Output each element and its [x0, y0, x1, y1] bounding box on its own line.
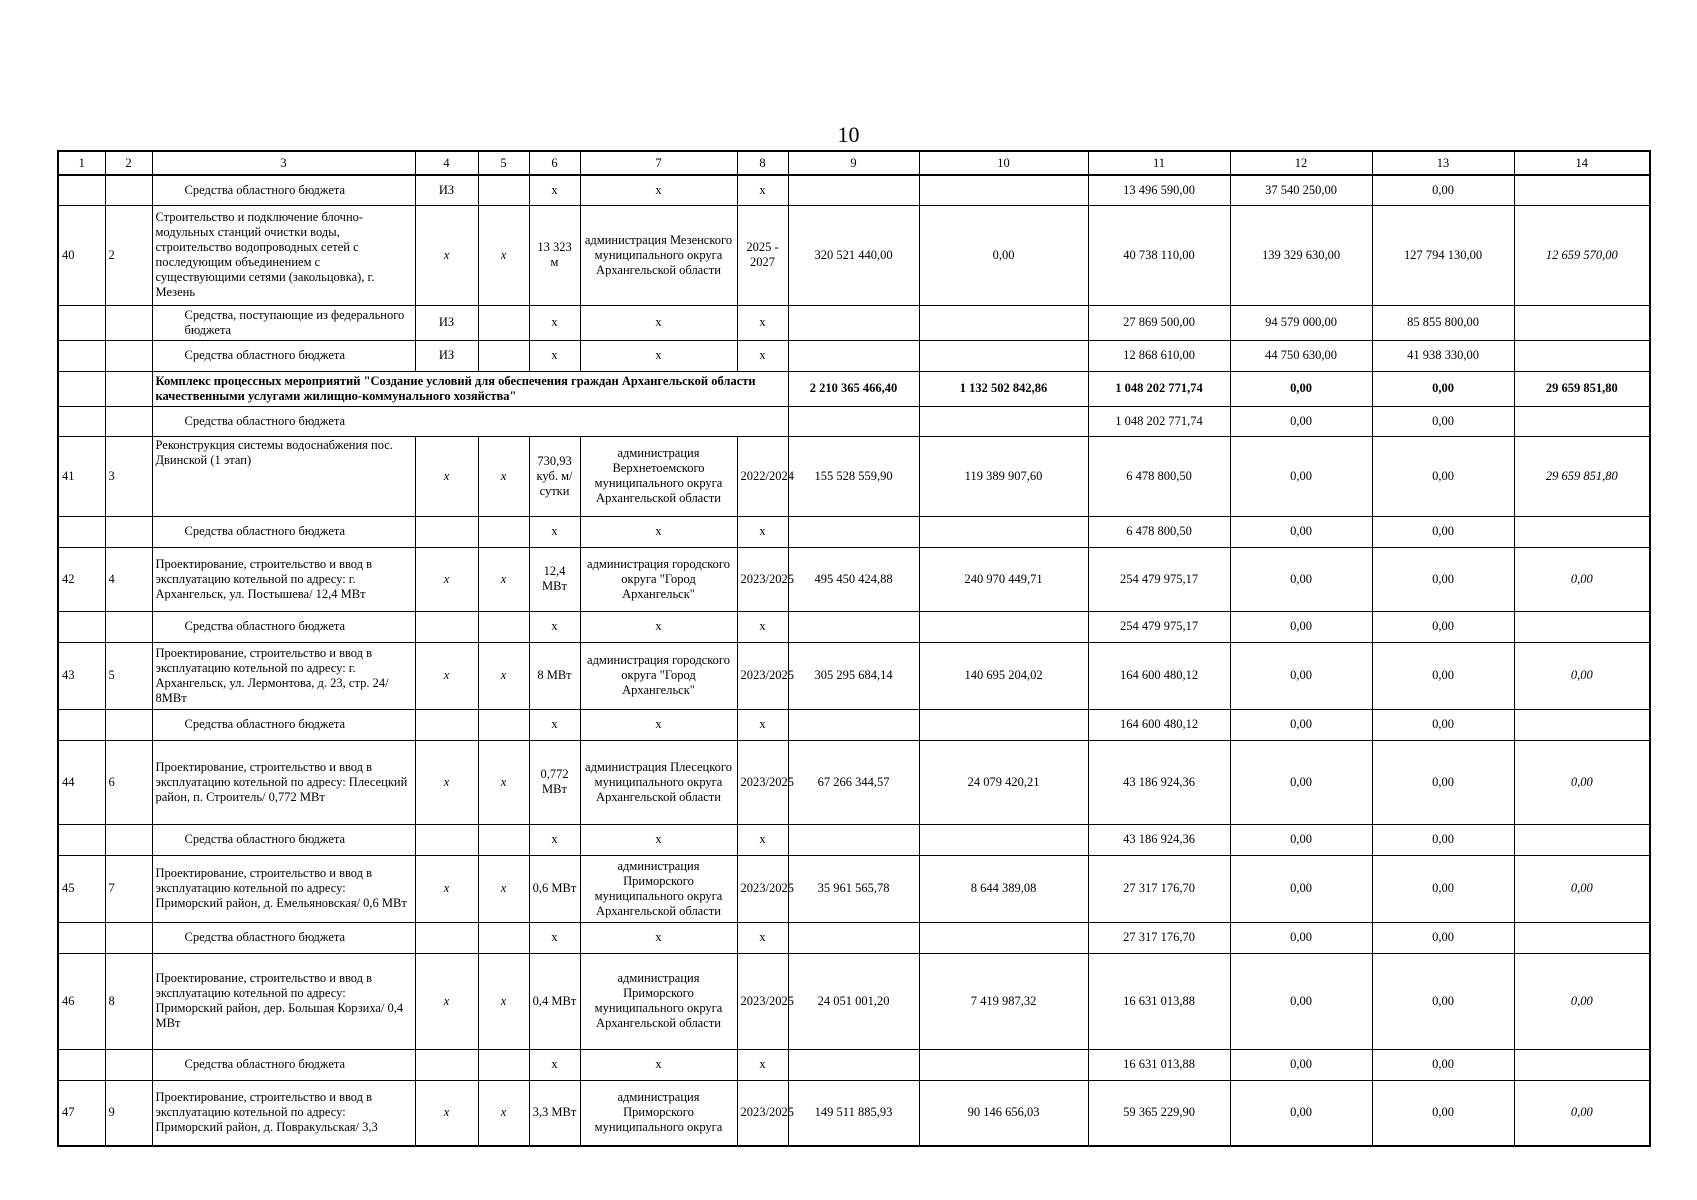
cell: 0,00 [1372, 922, 1514, 953]
cell [788, 824, 919, 855]
cell: 59 365 229,90 [1088, 1080, 1230, 1146]
cell: х [415, 642, 478, 709]
cell: 16 631 013,88 [1088, 1049, 1230, 1080]
cell [58, 922, 105, 953]
cell [1514, 922, 1650, 953]
cell: 0,00 [1230, 709, 1372, 740]
cell [478, 1049, 529, 1080]
cell: х [737, 1049, 788, 1080]
cell [1514, 406, 1650, 436]
cell [58, 709, 105, 740]
cell: х [737, 709, 788, 740]
table-row [58, 305, 1650, 340]
table-row [58, 642, 1650, 709]
table-row [58, 205, 1650, 305]
cell: 90 146 656,03 [919, 1080, 1088, 1146]
cell-number: 43 [58, 642, 105, 709]
cell: 0,00 [1372, 855, 1514, 922]
cell [105, 406, 152, 436]
cell: 0,00 [1514, 740, 1650, 824]
table-row [58, 547, 1650, 611]
cell [105, 709, 152, 740]
cell: 43 186 924,36 [1088, 740, 1230, 824]
cell [788, 709, 919, 740]
cell: 27 317 176,70 [1088, 922, 1230, 953]
cell [105, 611, 152, 642]
table-row-section [58, 371, 1650, 406]
cell: 0,00 [1372, 740, 1514, 824]
cell-description: Проектирование, строительство и ввод в эксплуатацию котельной по адресу: Приморский район, д. Емельяновская/ 0,6 МВт [152, 855, 415, 922]
cell: 0,00 [1514, 1080, 1650, 1146]
cell: 0,00 [1230, 824, 1372, 855]
cell: х [580, 516, 737, 547]
cell: 7 419 987,32 [919, 953, 1088, 1049]
cell-period: 2025 - 2027 [737, 205, 788, 305]
header-col: 2 [105, 151, 152, 175]
cell [105, 1049, 152, 1080]
cell: х [529, 516, 580, 547]
cell [478, 175, 529, 205]
cell: 16 631 013,88 [1088, 953, 1230, 1049]
cell-description: Реконструкция системы водоснабжения пос. Двинской (1 этап) [152, 436, 415, 516]
cell-administrator: администрация Плесецкого муниципального округа Архангельской области [580, 740, 737, 824]
cell [919, 516, 1088, 547]
cell: х [529, 175, 580, 205]
header-col: 10 [919, 151, 1088, 175]
cell-description: Проектирование, строительство и ввод в эксплуатацию котельной по адресу: г. Архангельск, ул. Постышева/ 12,4 МВт [152, 547, 415, 611]
table-row [58, 406, 1650, 436]
cell-funding-source: Средства областного бюджета [152, 611, 415, 642]
cell-subnumber: 5 [105, 642, 152, 709]
cell-period: 2023/2025 [737, 1080, 788, 1146]
cell: 67 266 344,57 [788, 740, 919, 824]
cell: 6 478 800,50 [1088, 436, 1230, 516]
cell: 254 479 975,17 [1088, 547, 1230, 611]
cell [58, 340, 105, 371]
cell [919, 611, 1088, 642]
cell: х [415, 1080, 478, 1146]
cell [1514, 611, 1650, 642]
cell: 139 329 630,00 [1230, 205, 1372, 305]
cell [478, 611, 529, 642]
cell: 41 938 330,00 [1372, 340, 1514, 371]
cell [58, 305, 105, 340]
cell: 1 132 502 842,86 [919, 371, 1088, 406]
cell-administrator: администрация городского округа "Город Архангельск" [580, 547, 737, 611]
cell: 0,00 [1372, 642, 1514, 709]
cell-number: 41 [58, 436, 105, 516]
cell [788, 305, 919, 340]
table-row [58, 740, 1650, 824]
cell: х [478, 855, 529, 922]
cell-number: 44 [58, 740, 105, 824]
cell: 0,00 [1230, 371, 1372, 406]
cell: 24 079 420,21 [919, 740, 1088, 824]
cell [788, 516, 919, 547]
cell [1514, 340, 1650, 371]
cell [415, 922, 478, 953]
cell: 12 659 570,00 [1514, 205, 1650, 305]
cell [58, 611, 105, 642]
cell: ИЗ [415, 175, 478, 205]
cell: 0,00 [1230, 516, 1372, 547]
cell: 0,00 [1372, 547, 1514, 611]
cell: х [415, 547, 478, 611]
cell [105, 371, 152, 406]
cell [919, 305, 1088, 340]
cell [919, 406, 1088, 436]
cell-capacity: 0,772 МВт [529, 740, 580, 824]
cell: 0,00 [1372, 611, 1514, 642]
cell: 0,00 [1372, 175, 1514, 205]
table-row [58, 709, 1650, 740]
cell [105, 824, 152, 855]
cell: х [478, 642, 529, 709]
cell: 149 511 885,93 [788, 1080, 919, 1146]
cell: 0,00 [1372, 406, 1514, 436]
cell [478, 340, 529, 371]
cell: х [529, 305, 580, 340]
header-col: 9 [788, 151, 919, 175]
cell: ИЗ [415, 305, 478, 340]
cell: 0,00 [1230, 855, 1372, 922]
table-row [58, 611, 1650, 642]
cell: 140 695 204,02 [919, 642, 1088, 709]
cell-funding-source: Средства областного бюджета [152, 824, 415, 855]
cell-subnumber: 3 [105, 436, 152, 516]
cell-capacity: 0,4 МВт [529, 953, 580, 1049]
cell: 0,00 [1372, 953, 1514, 1049]
cell-capacity: 8 МВт [529, 642, 580, 709]
cell-number: 47 [58, 1080, 105, 1146]
cell-number: 40 [58, 205, 105, 305]
cell-capacity: 0,6 МВт [529, 855, 580, 922]
cell: 0,00 [1372, 709, 1514, 740]
cell [105, 922, 152, 953]
cell: 0,00 [1514, 642, 1650, 709]
cell [788, 1049, 919, 1080]
cell: х [415, 855, 478, 922]
cell-subnumber: 4 [105, 547, 152, 611]
cell: х [478, 547, 529, 611]
cell: 0,00 [1230, 740, 1372, 824]
cell [105, 175, 152, 205]
cell: 0,00 [1514, 547, 1650, 611]
cell: 12 868 610,00 [1088, 340, 1230, 371]
cell [919, 709, 1088, 740]
table-row [58, 824, 1650, 855]
cell [415, 709, 478, 740]
cell: х [478, 953, 529, 1049]
cell: х [737, 824, 788, 855]
cell: 1 048 202 771,74 [1088, 406, 1230, 436]
cell: х [478, 740, 529, 824]
cell-number: 42 [58, 547, 105, 611]
cell-administrator: администрация Приморского муниципального округа Архангельской области [580, 953, 737, 1049]
table-row [58, 340, 1650, 371]
cell: 8 644 389,08 [919, 855, 1088, 922]
cell [788, 406, 919, 436]
cell: х [529, 1049, 580, 1080]
cell [415, 1049, 478, 1080]
page-number: 10 [837, 122, 860, 147]
section-title: Комплекс процессных мероприятий "Создание условий для обеспечения граждан Архангельской области качественными услугами жилищно-коммунального хозяйства" [152, 371, 788, 406]
cell: х [737, 305, 788, 340]
cell: 0,00 [1372, 436, 1514, 516]
cell-subnumber: 9 [105, 1080, 152, 1146]
cell: 0,00 [1514, 855, 1650, 922]
cell: х [580, 340, 737, 371]
cell: 27 869 500,00 [1088, 305, 1230, 340]
cell: х [415, 740, 478, 824]
cell: 0,00 [1372, 1049, 1514, 1080]
cell: х [580, 305, 737, 340]
cell: 0,00 [1230, 953, 1372, 1049]
cell [478, 516, 529, 547]
cell: 24 051 001,20 [788, 953, 919, 1049]
cell: 0,00 [1230, 611, 1372, 642]
cell: х [580, 824, 737, 855]
cell: х [580, 611, 737, 642]
cell: х [737, 611, 788, 642]
cell-period: 2023/2025 [737, 642, 788, 709]
cell-period: 2023/2025 [737, 740, 788, 824]
cell: 240 970 449,71 [919, 547, 1088, 611]
cell: 0,00 [1372, 516, 1514, 547]
cell: 305 295 684,14 [788, 642, 919, 709]
cell: 0,00 [1230, 547, 1372, 611]
cell [1514, 824, 1650, 855]
cell: х [737, 175, 788, 205]
cell [1514, 175, 1650, 205]
cell [478, 824, 529, 855]
cell: 35 961 565,78 [788, 855, 919, 922]
table-row [58, 1049, 1650, 1080]
header-col: 8 [737, 151, 788, 175]
header-row [58, 151, 1650, 175]
cell: 43 186 924,36 [1088, 824, 1230, 855]
cell [58, 406, 105, 436]
cell-number: 46 [58, 953, 105, 1049]
cell [919, 1049, 1088, 1080]
cell-funding-source: Средства областного бюджета [152, 175, 415, 205]
header-col: 6 [529, 151, 580, 175]
header-col: 4 [415, 151, 478, 175]
cell-subnumber: 2 [105, 205, 152, 305]
cell [919, 175, 1088, 205]
cell: 44 750 630,00 [1230, 340, 1372, 371]
cell-administrator: администрация Верхнетоемского муниципального округа Архангельской области [580, 436, 737, 516]
cell: 1 048 202 771,74 [1088, 371, 1230, 406]
cell: 495 450 424,88 [788, 547, 919, 611]
cell: 0,00 [1230, 642, 1372, 709]
cell [415, 516, 478, 547]
cell-administrator: администрация городского округа "Город Архангельск" [580, 642, 737, 709]
header-col: 11 [1088, 151, 1230, 175]
table-row [58, 516, 1650, 547]
cell: х [415, 436, 478, 516]
cell [58, 175, 105, 205]
cell [1514, 1049, 1650, 1080]
header-col: 14 [1514, 151, 1650, 175]
cell: 29 659 851,80 [1514, 371, 1650, 406]
cell [105, 340, 152, 371]
cell: 0,00 [1230, 406, 1372, 436]
cell: х [737, 340, 788, 371]
cell-description: Проектирование, строительство и ввод в эксплуатацию котельной по адресу: Приморский район, д. Повракульская/ 3,3 [152, 1080, 415, 1146]
cell: 320 521 440,00 [788, 205, 919, 305]
cell-funding-source: Средства областного бюджета [152, 406, 788, 436]
cell [478, 709, 529, 740]
cell [919, 340, 1088, 371]
cell-period: 2022/2024 [737, 436, 788, 516]
cell [58, 516, 105, 547]
cell: х [415, 205, 478, 305]
cell-administrator: администрация Мезенского муниципального округа Архангельской области [580, 205, 737, 305]
cell-period: 2023/2025 [737, 547, 788, 611]
cell: 127 794 130,00 [1372, 205, 1514, 305]
cell: х [529, 922, 580, 953]
cell-subnumber: 6 [105, 740, 152, 824]
cell [105, 516, 152, 547]
cell: 0,00 [1372, 371, 1514, 406]
cell [58, 371, 105, 406]
header-col: 5 [478, 151, 529, 175]
cell: 29 659 851,80 [1514, 436, 1650, 516]
cell: х [580, 922, 737, 953]
cell [415, 824, 478, 855]
cell [478, 305, 529, 340]
table-row [58, 922, 1650, 953]
cell-subnumber: 8 [105, 953, 152, 1049]
cell-description: Проектирование, строительство и ввод в эксплуатацию котельной по адресу: г. Архангельск, ул. Лермонтова, д. 23, стр. 24/ 8МВт [152, 642, 415, 709]
cell: 0,00 [919, 205, 1088, 305]
cell: х [737, 516, 788, 547]
budget-table [57, 150, 1651, 1147]
table-row [58, 1080, 1650, 1146]
cell: х [580, 709, 737, 740]
cell: 254 479 975,17 [1088, 611, 1230, 642]
cell-administrator: администрация Приморского муниципального округа Архангельской области [580, 855, 737, 922]
cell: 6 478 800,50 [1088, 516, 1230, 547]
cell: 164 600 480,12 [1088, 642, 1230, 709]
cell: 85 855 800,00 [1372, 305, 1514, 340]
cell-description: Строительство и подключение блочно-модульных станций очистки воды, строительство водопроводных сетей с последующим объединением с существующими сетями (закольцовка), г. Мезень [152, 205, 415, 305]
cell: ИЗ [415, 340, 478, 371]
cell: 27 317 176,70 [1088, 855, 1230, 922]
table-row [58, 855, 1650, 922]
cell-description: Проектирование, строительство и ввод в эксплуатацию котельной по адресу: Плесецкий район, п. Строитель/ 0,772 МВт [152, 740, 415, 824]
cell-capacity: 3,3 МВт [529, 1080, 580, 1146]
cell: х [478, 205, 529, 305]
cell [105, 305, 152, 340]
cell-funding-source: Средства, поступающие из федерального бюджета [152, 305, 415, 340]
cell: 0,00 [1372, 824, 1514, 855]
cell-funding-source: Средства областного бюджета [152, 516, 415, 547]
cell: 0,00 [1230, 1080, 1372, 1146]
table-row [58, 175, 1650, 205]
cell: 0,00 [1230, 1049, 1372, 1080]
cell [788, 340, 919, 371]
cell [1514, 516, 1650, 547]
cell: х [737, 922, 788, 953]
cell [919, 922, 1088, 953]
cell [919, 824, 1088, 855]
cell: 0,00 [1372, 1080, 1514, 1146]
header-col: 1 [58, 151, 105, 175]
cell: 94 579 000,00 [1230, 305, 1372, 340]
cell: 0,00 [1230, 436, 1372, 516]
cell-funding-source: Средства областного бюджета [152, 922, 415, 953]
cell-capacity: 730,93 куб. м/сутки [529, 436, 580, 516]
cell-capacity: 13 323 м [529, 205, 580, 305]
cell-capacity: 12,4 МВт [529, 547, 580, 611]
header-col: 13 [1372, 151, 1514, 175]
header-col: 3 [152, 151, 415, 175]
cell: 0,00 [1230, 922, 1372, 953]
cell: х [529, 824, 580, 855]
cell [478, 922, 529, 953]
cell-administrator: администрация Приморского муниципального округа [580, 1080, 737, 1146]
cell: х [478, 436, 529, 516]
cell: х [529, 709, 580, 740]
cell: 119 389 907,60 [919, 436, 1088, 516]
cell: 155 528 559,90 [788, 436, 919, 516]
cell: х [415, 953, 478, 1049]
cell [1514, 709, 1650, 740]
cell: 37 540 250,00 [1230, 175, 1372, 205]
cell-period: 2023/2025 [737, 855, 788, 922]
table-row [58, 436, 1650, 516]
cell [1514, 305, 1650, 340]
cell: х [478, 1080, 529, 1146]
cell [415, 611, 478, 642]
table-row [58, 953, 1650, 1049]
header-col: 7 [580, 151, 737, 175]
cell-period: 2023/2025 [737, 953, 788, 1049]
cell-number: 45 [58, 855, 105, 922]
cell-funding-source: Средства областного бюджета [152, 709, 415, 740]
cell [788, 611, 919, 642]
cell: х [529, 340, 580, 371]
cell: 13 496 590,00 [1088, 175, 1230, 205]
cell: х [580, 175, 737, 205]
cell [788, 922, 919, 953]
cell: х [580, 1049, 737, 1080]
cell: 164 600 480,12 [1088, 709, 1230, 740]
cell-description: Проектирование, строительство и ввод в эксплуатацию котельной по адресу: Приморский район, дер. Большая Корзиха/ 0,4 МВт [152, 953, 415, 1049]
cell-funding-source: Средства областного бюджета [152, 1049, 415, 1080]
cell: 2 210 365 466,40 [788, 371, 919, 406]
cell-subnumber: 7 [105, 855, 152, 922]
cell: 0,00 [1514, 953, 1650, 1049]
cell-funding-source: Средства областного бюджета [152, 340, 415, 371]
cell: х [529, 611, 580, 642]
header-col: 12 [1230, 151, 1372, 175]
cell: 40 738 110,00 [1088, 205, 1230, 305]
cell [788, 175, 919, 205]
cell [58, 824, 105, 855]
cell [58, 1049, 105, 1080]
